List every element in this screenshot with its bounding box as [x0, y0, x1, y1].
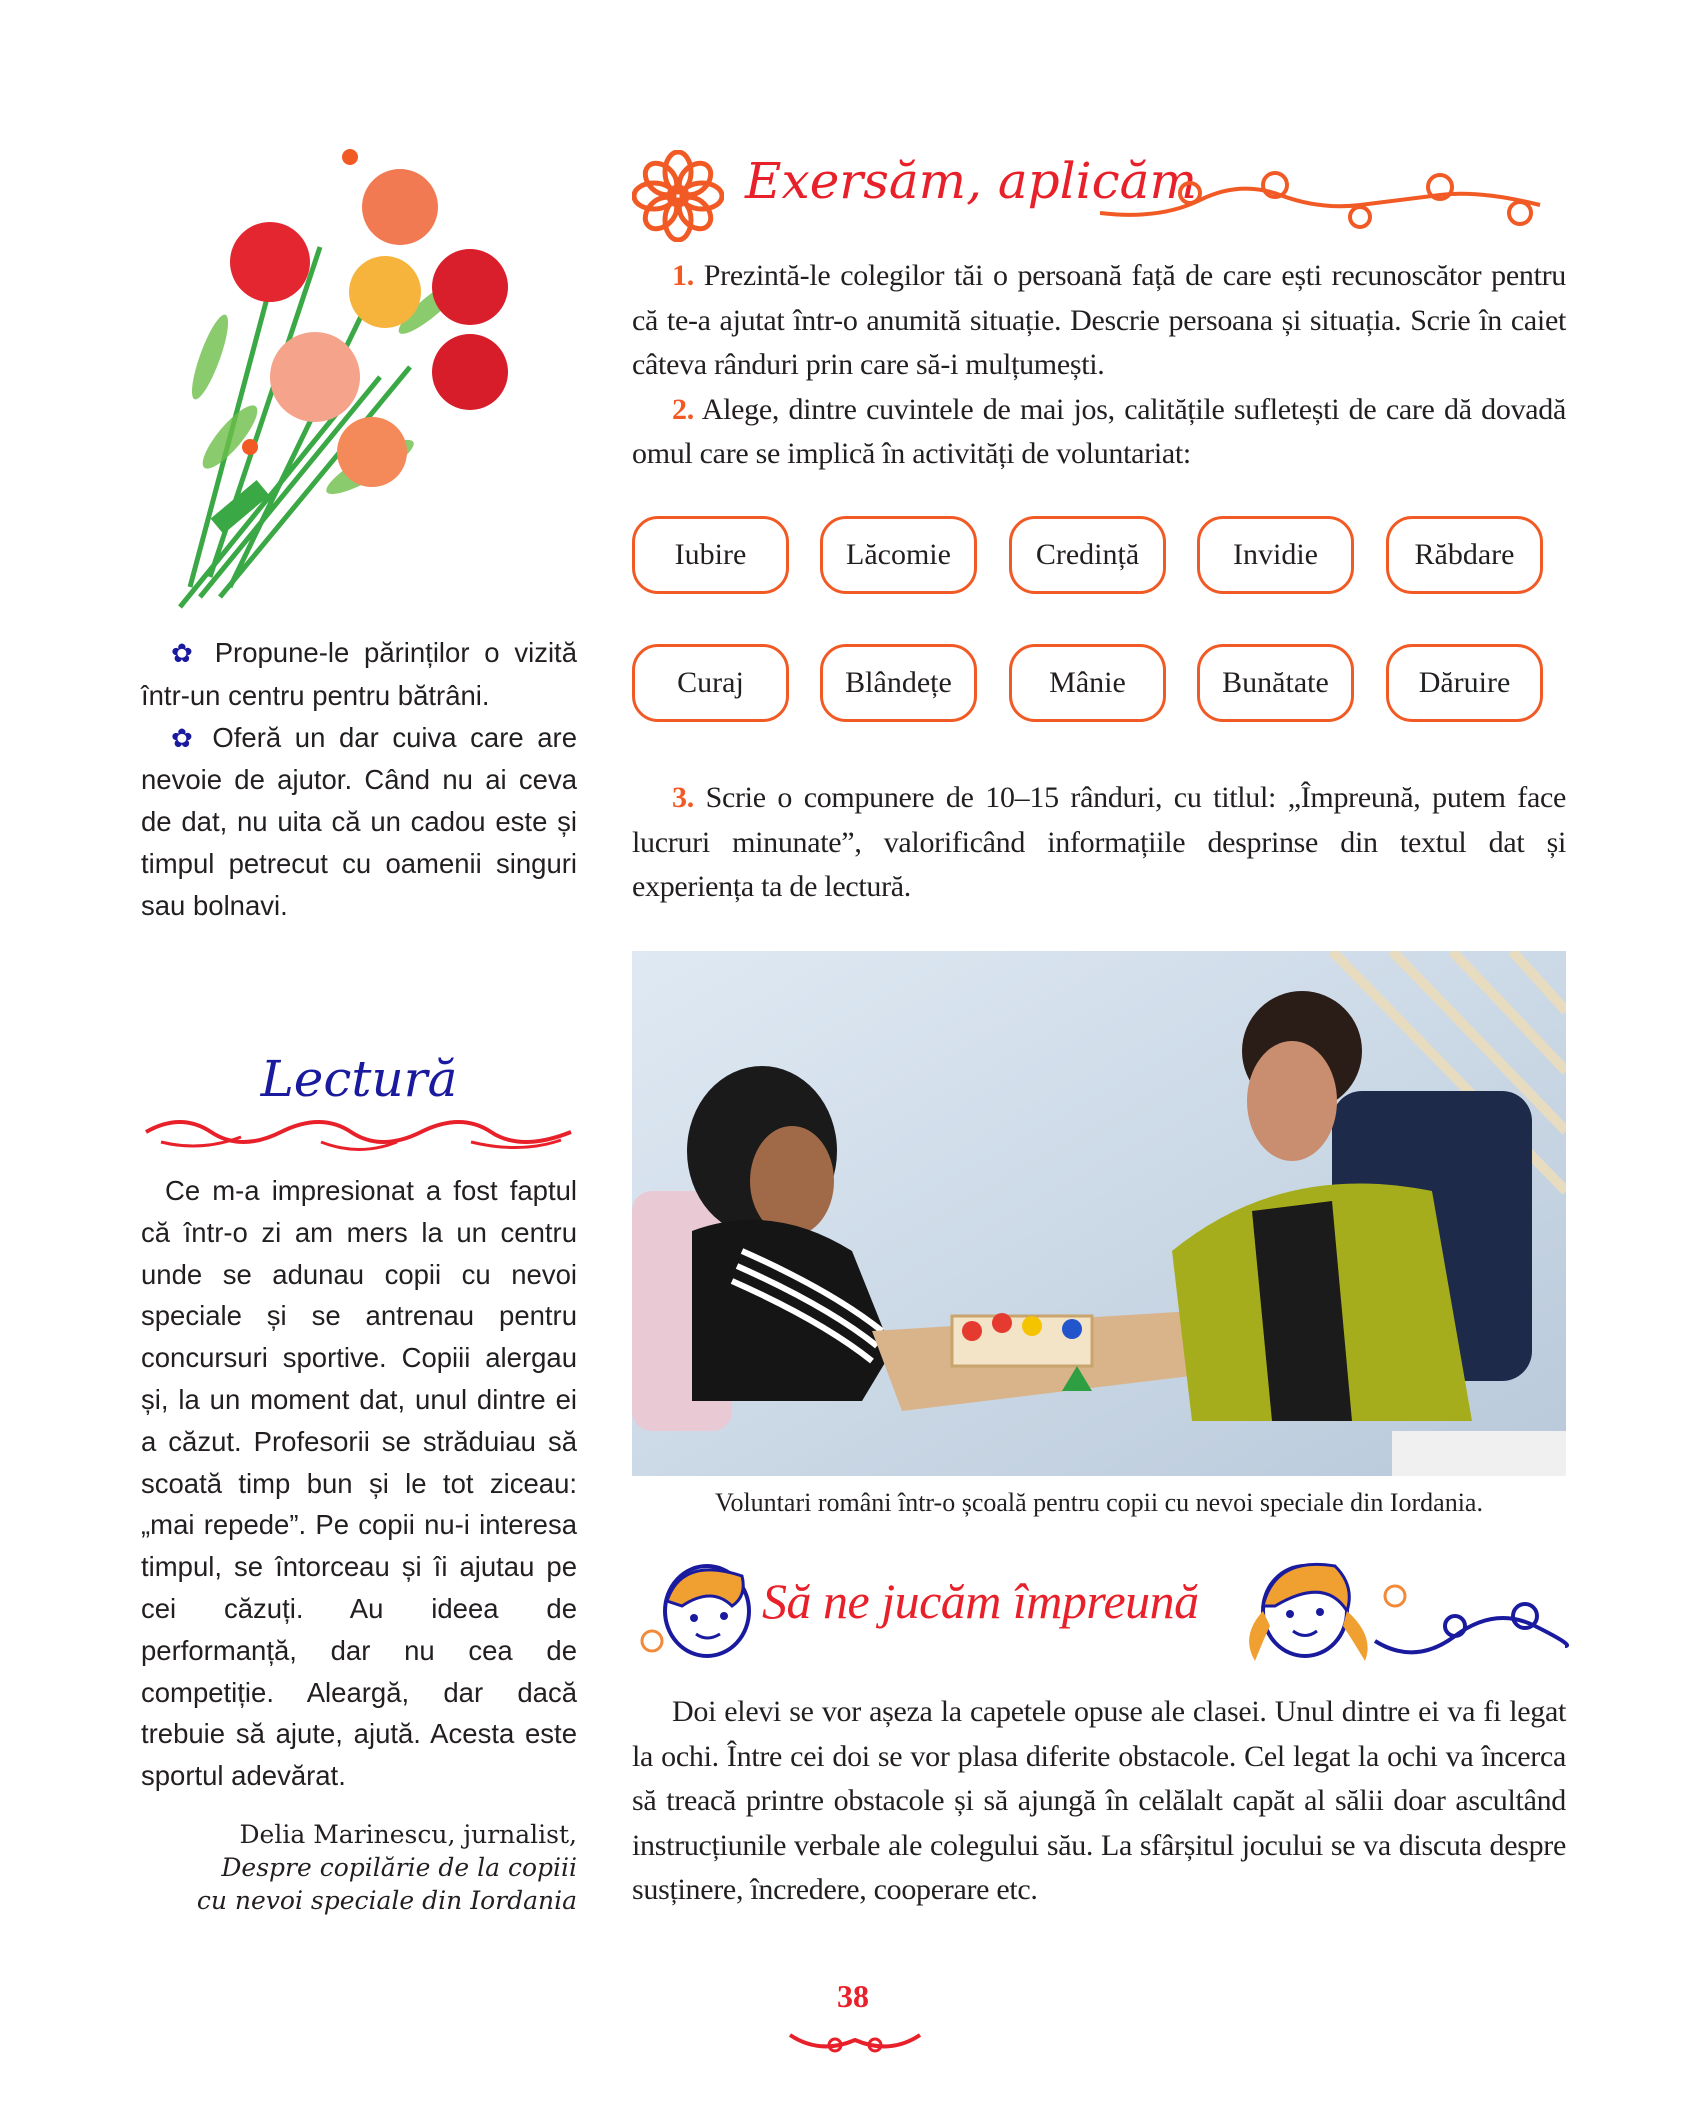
exercise-text: Scrie o compunere de 10–15 rânduri, cu titlul: „Împreună, putem face lucruri minunate”, valorificând informațiile desprinse din textul dat și experiența ta de lectură. [632, 781, 1567, 903]
exercises-title: Exersăm, aplicăm [745, 152, 1197, 210]
orange-flower-icon [632, 150, 724, 242]
exercise-text: Prezintă-le colegilor tăi o persoană față de care ești recunoscător pentru că te-a ajutat într-o anumită situație. Descrie persoana și situația. Scrie în caiet câteva rânduri prin care să-i mulțumești. [632, 259, 1567, 381]
word-option[interactable]: Curaj [632, 644, 789, 722]
word-option[interactable]: Dăruire [1386, 644, 1543, 722]
sidebar-tips [141, 632, 577, 927]
word-option[interactable]: Invidie [1197, 516, 1354, 594]
page-number: 38 [837, 1978, 869, 2014]
reading-author: Delia Marinescu, jurnalist, [239, 1820, 577, 1849]
exercise-number: 2. [672, 392, 694, 426]
blue-flower-bullet-icon: ✿ [171, 638, 200, 668]
game-instructions: Doi elevi se vor așeza la capetele opuse ale clasei. Unul dintre ei va fi legat la ochi. Între cei doi se vor plasa diferite obstacole. Cel legat la ochi va încerca să treacă printre obstacole și să ajungă în celălalt capăt al sălii doar ascultând instrucțiunile verbale ale colegului său. La sfârșitul jocului se va discuta despre susținere, încredere, cooperare etc. [632, 1695, 1566, 1906]
volunteers-photo [632, 951, 1566, 1476]
boy-face-icon [632, 1556, 752, 1666]
reading-source: Despre copilărie de la copiii [221, 1853, 577, 1882]
game-title: Să ne jucăm împreună [762, 1573, 1199, 1629]
word-option[interactable]: Mânie [1009, 644, 1166, 722]
tip-text: Propune-le părinților o vizită într-un centru pentru bătrâni. [141, 637, 577, 711]
exercise-number: 1. [672, 259, 694, 292]
blue-flower-bullet-icon: ✿ [171, 722, 199, 753]
photo-caption: Voluntari români într-o școală pentru copii cu nevoi speciale din Iordania. [715, 1488, 1483, 1517]
tip-text: Oferă un dar cuiva care are nevoie de ajutor. Când nu ai ceva de dat, nu uita că un cadou este și timpul petrecut cu oamenii singuri sau bolnavi. [141, 721, 577, 921]
reading-source: cu nevoi speciale din Iordania [196, 1886, 577, 1915]
flower-bouquet-illustration [150, 137, 540, 617]
page-ornament-icon [780, 2015, 930, 2065]
exercise-number: 3. [672, 781, 694, 814]
reading-text: Ce m-a impresionat a fost faptul că într-o zi am mers la un centru unde se adunau copii cu nevoi speciale și se antrenau pentru concursuri sportive. Copiii alergau și, la un moment dat, unul dintre ei a căzut. Profesorii se străduiau să scoată timp bun și le tot ziceau: „mai repede”. Pe copii nu-i interesa timpul, se întorceau și îi ajutau pe cei căzuți. Au ideea de performanță, dar nu cea de competiție. Aleargă, dar dacă trebuie să ajute, ajută. Acesta este sportul adevărat. [141, 1175, 577, 1792]
tip-item [141, 717, 577, 927]
word-option[interactable]: Lăcomie [820, 516, 977, 594]
exercise-text: Alege, dintre cuvintele de mai jos, calitățile sufletești de care dă dovadă omul care se implică în activități de voluntariat: [632, 392, 1567, 470]
exercise-3 [632, 776, 1566, 910]
word-option[interactable]: Blândețe [820, 644, 977, 722]
word-option[interactable]: Credință [1009, 516, 1166, 594]
exercise-2 [632, 388, 1566, 477]
girl-face-icon [1235, 1556, 1570, 1671]
exercise-1 [632, 254, 1566, 477]
orange-swirl-ornament-icon [1100, 165, 1550, 235]
tip-item [141, 632, 577, 717]
red-ornament-divider-icon [141, 1112, 577, 1152]
word-option[interactable]: Iubire [632, 516, 789, 594]
game-text [632, 1690, 1566, 1913]
reading-attribution [141, 1818, 577, 1917]
reading-title: Lectură [260, 1050, 458, 1108]
word-option[interactable]: Bunătate [1197, 644, 1354, 722]
word-option[interactable]: Răbdare [1386, 516, 1543, 594]
